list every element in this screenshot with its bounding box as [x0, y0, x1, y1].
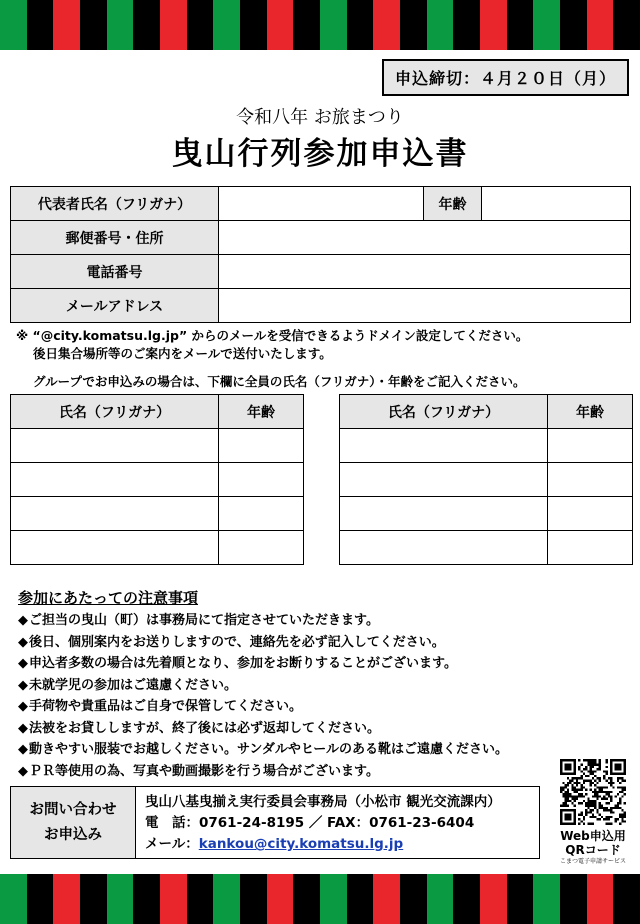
representative-age-field[interactable]: [482, 187, 631, 221]
notice-item: ◆未就学児の参加はご遠慮ください。: [18, 677, 238, 693]
stripe-black: [400, 874, 427, 924]
table-row: [11, 497, 304, 531]
stripe-green: [213, 0, 240, 50]
phone-label: 電話番号: [11, 255, 219, 289]
email-link[interactable]: kankou@city.komatsu.lg.jp: [198, 836, 404, 852]
stripe-red: [160, 0, 187, 50]
stripe-black: [240, 0, 267, 50]
stripe-black: [613, 0, 640, 50]
member-name-field[interactable]: [11, 463, 219, 497]
stripe-green: [533, 874, 560, 924]
event-subtitle: 令和八年 お旅まつり: [236, 107, 404, 128]
stripe-black: [453, 0, 480, 50]
contact-label: お問い合わせ お申込み: [11, 787, 136, 858]
representative-name-label: 代表者氏名（フリガナ）: [11, 187, 219, 221]
table-row: [340, 429, 633, 463]
stripe-red: [480, 874, 507, 924]
diamond-bullet-icon: ◆: [18, 699, 28, 714]
top-stripe-border: [0, 0, 640, 50]
stripe-black: [27, 874, 54, 924]
applicant-form-table: [10, 186, 631, 323]
stripe-black: [400, 0, 427, 50]
notices-title: 参加にあたっての注意事項: [18, 589, 199, 607]
stripe-black: [133, 0, 160, 50]
notice-item: ◆申込者多数の場合は先着順となり、参加をお断りすることがございます。: [18, 656, 457, 671]
stripe-black: [133, 874, 160, 924]
stripe-red: [373, 874, 400, 924]
table-row: [11, 531, 304, 565]
later-guide-note: 後日集合場所等のご案内をメールで送付いたします。: [33, 346, 332, 361]
qr-code-icon[interactable]: [560, 759, 626, 825]
stripe-red: [587, 0, 614, 50]
stripe-green: [0, 874, 27, 924]
stripe-black: [80, 874, 107, 924]
notice-item: ◆手荷物や貴重品はご自身で保管してください。: [18, 699, 303, 714]
stripe-black: [560, 0, 587, 50]
member-name-field[interactable]: [340, 463, 548, 497]
stripe-red: [267, 874, 294, 924]
member-age-field[interactable]: [548, 497, 633, 531]
group-age-header: 年齢: [548, 395, 633, 429]
phone-fax-line: 電 話：0761-24-8195 ／ FAX：0761-23-6404: [145, 815, 475, 831]
email-field[interactable]: [219, 289, 631, 323]
stripe-black: [347, 0, 374, 50]
qr-label: Web申込用 QRコード: [560, 829, 626, 857]
group-name-header: 氏名（フリガナ）: [340, 395, 548, 429]
stripe-green: [533, 0, 560, 50]
stripe-black: [613, 874, 640, 924]
member-name-field[interactable]: [11, 531, 219, 565]
stripe-green: [107, 0, 134, 50]
email-line: メール：kankou@city.komatsu.lg.jp: [145, 836, 404, 852]
member-name-field[interactable]: [11, 497, 219, 531]
phone-field[interactable]: [219, 255, 631, 289]
stripe-black: [560, 874, 587, 924]
stripe-black: [187, 874, 214, 924]
member-age-field[interactable]: [219, 497, 304, 531]
member-age-field[interactable]: [548, 463, 633, 497]
stripe-red: [267, 0, 294, 50]
notice-item: ◆ＰＲ等使用の為、写真や動画撮影を行う場合がございます。: [18, 763, 379, 779]
member-age-field[interactable]: [219, 531, 304, 565]
diamond-bullet-icon: ◆: [18, 742, 28, 757]
stripe-green: [320, 0, 347, 50]
member-age-field[interactable]: [219, 429, 304, 463]
diamond-bullet-icon: ◆: [18, 613, 28, 628]
stripe-black: [347, 874, 374, 924]
stripe-green: [320, 874, 347, 924]
table-row: [340, 463, 633, 497]
member-age-field[interactable]: [548, 429, 633, 463]
notices-list: [18, 610, 508, 782]
deadline-box: 申込締切：４月２０日（月）: [382, 59, 629, 96]
group-members-table-left: [10, 394, 304, 565]
stripe-black: [80, 0, 107, 50]
stripe-black: [27, 0, 54, 50]
member-age-field[interactable]: [219, 463, 304, 497]
qr-block: [552, 759, 634, 867]
stripe-black: [293, 0, 320, 50]
group-members-table-right: [339, 394, 633, 565]
stripe-black: [240, 874, 267, 924]
diamond-bullet-icon: ◆: [18, 634, 28, 650]
member-age-field[interactable]: [548, 531, 633, 565]
representative-name-field[interactable]: [219, 187, 424, 221]
stripe-green: [107, 874, 134, 924]
member-name-field[interactable]: [340, 497, 548, 531]
stripe-black: [507, 874, 534, 924]
stripe-red: [53, 874, 80, 924]
diamond-bullet-icon: ◆: [18, 677, 28, 693]
notice-item: ◆ご担当の曳山（町）は事務局にて指定させていただきます。: [18, 613, 379, 628]
qr-service-name: こまつ電子申請サービス: [559, 858, 626, 865]
notice-item: ◆法被をお貸ししますが、終了後には必ず返却してください。: [18, 720, 381, 736]
stripe-green: [213, 874, 240, 924]
member-name-field[interactable]: [340, 429, 548, 463]
stripe-black: [187, 0, 214, 50]
stripe-red: [160, 874, 187, 924]
group-entry-note: グループでお申込みの場合は、下欄に全員の氏名（フリガナ）・年齢をご記入ください。: [33, 374, 526, 389]
bottom-stripe-border: [0, 874, 640, 924]
contact-box: [10, 786, 540, 859]
stripe-red: [587, 874, 614, 924]
diamond-bullet-icon: ◆: [18, 763, 28, 779]
contact-details: [136, 787, 501, 858]
table-row: [11, 429, 304, 463]
table-row: [340, 531, 633, 565]
email-label: メールアドレス: [11, 289, 219, 323]
address-label: 郵便番号・住所: [11, 221, 219, 255]
stripe-black: [293, 874, 320, 924]
notice-item: ◆動きやすい服装でお越しください。サンダルやヒールのある靴はご遠慮ください。: [18, 742, 509, 757]
diamond-bullet-icon: ◆: [18, 656, 28, 671]
group-age-header: 年齢: [219, 395, 304, 429]
stripe-green: [427, 0, 454, 50]
stripe-black: [507, 0, 534, 50]
group-name-header: 氏名（フリガナ）: [11, 395, 219, 429]
page-title: 曳山行列参加申込書: [171, 136, 469, 172]
stripe-green: [427, 874, 454, 924]
age-label: 年齢: [424, 187, 482, 221]
notice-item: ◆後日、個別案内をお送りしますので、連絡先を必ず記入してください。: [18, 634, 445, 650]
diamond-bullet-icon: ◆: [18, 720, 28, 736]
member-name-field[interactable]: [11, 429, 219, 463]
stripe-red: [480, 0, 507, 50]
stripe-black: [453, 874, 480, 924]
member-name-field[interactable]: [340, 531, 548, 565]
table-row: [11, 463, 304, 497]
table-row: [340, 497, 633, 531]
address-field[interactable]: [219, 221, 631, 255]
stripe-green: [0, 0, 27, 50]
office-name: 曳山八基曳揃え実行委員会事務局（小松市 観光交流課内）: [145, 794, 501, 810]
stripe-red: [53, 0, 80, 50]
stripe-red: [373, 0, 400, 50]
domain-setting-note: ※ “@city.komatsu.lg.jp” からのメールを受信できるようドメイン設定してください。: [16, 328, 529, 343]
